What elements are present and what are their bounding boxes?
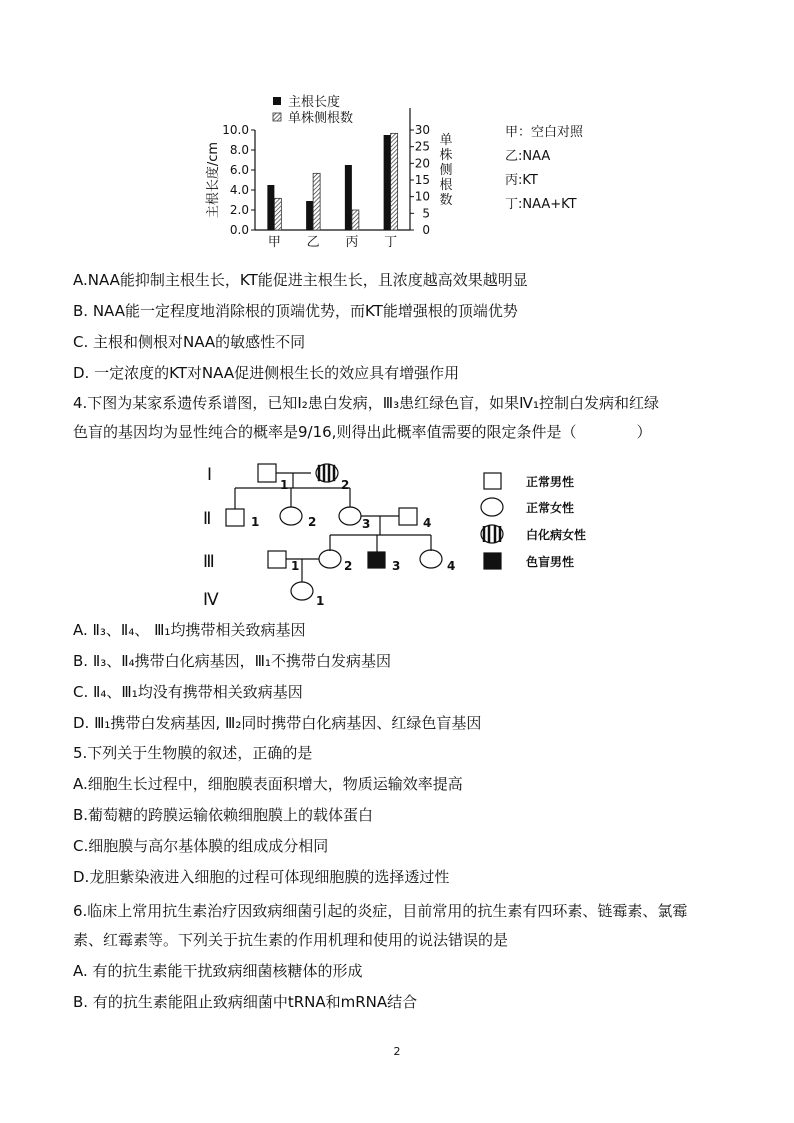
pedigree-num-II4: 4 (423, 516, 432, 530)
q5-option-b: B.葡萄糖的跨膜运输依赖细胞膜上的载体蛋白 (73, 806, 374, 824)
y2-tick-label: 30 (414, 123, 430, 137)
q3-option-a: A.NAA能抑制主根生长，KT能促进主根生长，且浓度越高效果越明显 (73, 271, 528, 289)
pedigree-IV1-female (291, 582, 313, 600)
q4-option-d: D. Ⅲ₁携带白发病基因, Ⅲ₂同时携带白化病基因、红绿色盲基因 (73, 714, 482, 732)
y-axis-label: 主根长度/cm (206, 141, 221, 219)
q5-option-a: A.细胞生长过程中，细胞膜表面积增大，物质运输效率提高 (73, 775, 463, 793)
pedigree-num-II1: 1 (251, 515, 260, 529)
y2-tick-label: 0 (422, 223, 430, 237)
bar-main-root-乙 (306, 201, 313, 230)
legend-normal-male: 正常男性 (526, 475, 575, 489)
pedigree-II4-male (399, 508, 417, 525)
y-tick-label: 0.0 (229, 223, 249, 237)
legend-swatch-main-root (273, 97, 281, 105)
pedigree-II1-male (226, 509, 244, 526)
y2-axis-label-char: 数 (439, 193, 453, 208)
legend-colorblind-male-icon (484, 553, 501, 569)
q4-option-a: A. Ⅱ₃、Ⅱ₄、 Ⅲ₁均携带相关致病基因 (73, 621, 306, 639)
pedigree-num-III2: 2 (344, 559, 353, 573)
chart-note: 丙:KT (505, 173, 538, 188)
y-tick-label: 10.0 (222, 123, 249, 137)
q5-option-d: D.龙胆紫染液进入细胞的过程可体现细胞膜的选择透过性 (73, 868, 450, 886)
q4-option-b: B. Ⅱ₃、Ⅱ₄携带白化病基因，Ⅲ₁不携带白发病基因 (73, 652, 391, 670)
y2-axis-label-char: 单 (439, 133, 453, 148)
legend-normal-male-icon (484, 473, 501, 489)
pedigree-II2-female (280, 507, 302, 525)
y-tick-label: 2.0 (229, 203, 249, 217)
q6-option-a: A. 有的抗生素能干扰致病细菌核糖体的形成 (73, 962, 363, 980)
y-tick-label: 4.0 (229, 183, 249, 197)
y2-axis-label-char: 根 (439, 178, 453, 193)
pedigree-num-I1: 1 (280, 478, 289, 492)
q4-stem-line1: 4.下图为某家系遗传系谱图，已知Ⅰ₂患白发病，Ⅲ₃患红绿色盲，如果Ⅳ₁控制白发病和红绿 (73, 394, 659, 412)
pedigree-num-I2: 2 (341, 478, 350, 492)
q3-option-c: C. 主根和侧根对NAA的敏感性不同 (73, 333, 306, 351)
legend-normal-female-icon (481, 498, 503, 516)
pedigree-num-II2: 2 (308, 515, 317, 529)
pedigree-III2-female (319, 550, 341, 568)
pedigree-num-IV1: 1 (316, 594, 325, 608)
pedigree-II3-female (339, 507, 361, 525)
pedigree-num-III3: 3 (392, 559, 401, 573)
pedigree-III1-male (268, 551, 286, 568)
y2-tick-label: 20 (414, 156, 430, 171)
y2-axis-label-char: 侧 (439, 163, 453, 178)
q5-stem: 5.下列关于生物膜的叙述，正确的是 (73, 744, 313, 762)
legend-label-lateral-root: 单株侧根数 (288, 111, 354, 126)
pedigree-num-III4: 4 (447, 559, 456, 573)
pedigree-I1-male (258, 464, 276, 482)
q6-option-b: B. 有的抗生素能阻止致病细菌中tRNA和mRNA结合 (73, 993, 418, 1011)
y2-axis-label-char: 株 (439, 148, 453, 163)
pedigree-III4-female (420, 550, 442, 568)
q3-option-d: D. 一定浓度的KT对NAA促进侧根生长的效应具有增强作用 (73, 364, 460, 382)
chart-note: 甲：空白对照 (505, 125, 584, 140)
q5-option-c: C.细胞膜与高尔基体膜的组成成分相同 (73, 837, 329, 855)
generation-label-2: Ⅱ (203, 509, 212, 529)
y2-tick-label: 15 (414, 173, 430, 187)
y2-tick-label: 10 (414, 189, 430, 204)
x-tick-label: 丁 (384, 235, 398, 250)
bar-chart (195, 92, 605, 252)
pedigree-num-III1: 1 (291, 559, 300, 573)
q4-option-c: C. Ⅱ₄、Ⅲ₁均没有携带相关致病基因 (73, 683, 303, 701)
bar-main-root-丁 (384, 135, 391, 230)
generation-label-4: Ⅳ (203, 590, 219, 610)
y-tick-label: 6.0 (229, 163, 249, 177)
x-tick-label: 丙 (345, 235, 359, 250)
bar-main-root-丙 (345, 165, 352, 230)
q6-stem-line1: 6.临床上常用抗生素治疗因致病细菌引起的炎症，目前常用的抗生素有四环素、链霉素、氯霉 (73, 902, 688, 920)
legend-colorblind-male: 色盲男性 (526, 555, 575, 569)
chart-note: 丁:NAA+KT (505, 197, 577, 212)
generation-label-3: Ⅲ (203, 552, 215, 572)
pedigree-diagram (195, 455, 615, 610)
pedigree-num-II3: 3 (362, 517, 371, 531)
legend-label-main-root: 主根长度 (288, 95, 341, 110)
legend-normal-female: 正常女性 (526, 501, 575, 515)
pedigree-III3-colorblind-male (368, 552, 385, 568)
x-tick-label: 甲 (267, 235, 281, 250)
bar-lateral-root-丙 (352, 210, 359, 230)
y2-tick-label: 25 (414, 139, 430, 154)
bar-lateral-root-丁 (391, 133, 398, 230)
bar-lateral-root-甲 (274, 198, 281, 230)
y2-tick-label: 5 (422, 206, 430, 221)
y-tick-label: 8.0 (229, 143, 249, 157)
legend-albino-female: 白化病女性 (526, 528, 587, 542)
q6-stem-line2: 素、红霉素等。下列关于抗生素的作用机理和使用的说法错误的是 (73, 931, 509, 949)
generation-label-1: Ⅰ (207, 465, 213, 485)
bar-lateral-root-乙 (313, 173, 320, 230)
legend-swatch-lateral-root (273, 113, 281, 121)
x-tick-label: 乙 (306, 235, 320, 250)
page-number: 2 (393, 1045, 401, 1058)
bar-main-root-甲 (267, 185, 274, 230)
q3-option-b: B. NAA能一定程度地消除根的顶端优势，而KT能增强根的顶端优势 (73, 302, 518, 320)
q4-stem-line2: 色盲的基因均为显性纯合的概率是9/16,则得出此概率值需要的限定条件是（ ） (73, 423, 652, 441)
chart-note: 乙:NAA (505, 149, 551, 164)
